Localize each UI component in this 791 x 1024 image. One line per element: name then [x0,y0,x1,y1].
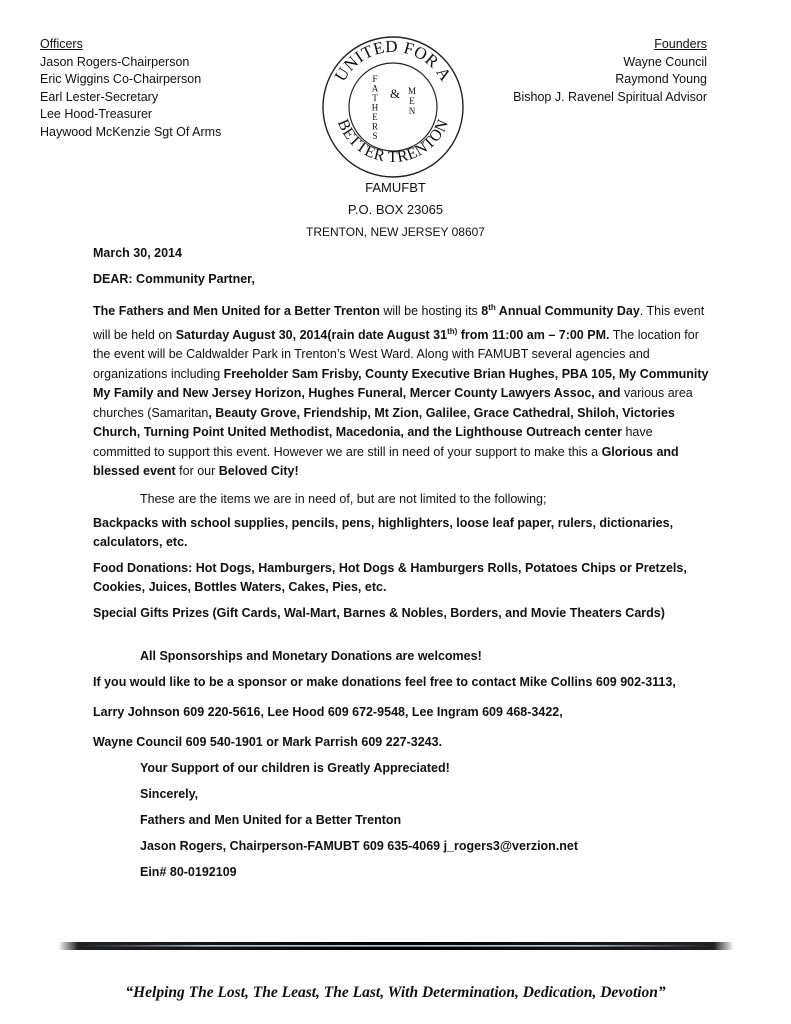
ein-number: Ein# 80-0192109 [140,865,237,880]
decorative-divider [58,942,734,950]
organization-motto: “Helping The Lost, The Least, The Last, With Determination, Dedication, Devotion” [125,984,666,1001]
contact-line-1: If you would like to be a sponsor or make donations feel free to contact Mike Collins 609 902-3113, [93,675,676,690]
svg-text:UNITED FOR A [331,37,456,85]
appreciation-line: Your Support of our children is Greatly Appreciated! [140,761,450,776]
intro-text: various area churches (Samaritan [93,386,693,420]
letter-date: March 30, 2014 [93,246,182,260]
item-special-gifts: Special Gifts Prizes (Gift Cards, Wal-Mart, Barnes & Nobles, Borders, and Movie Theaters Cards) [93,605,665,620]
org-acronym: FAMUFBT [365,180,426,195]
intro-rain-ordinal: th) [447,326,458,336]
letter-body [93,244,713,885]
items-intro: These are the items we are in need of, but are not limited to the following; [140,491,547,506]
intro-event-time: from 11:00 am – 7:00 PM. [457,327,610,342]
intro-event-date: Saturday August 30, 2014(rain date August 31 [175,327,448,342]
officer-co-chairperson: Eric Wiggins Co-Chairperson [40,72,202,86]
intro-text: The location for the event will be Caldwalder Park in Trenton’s West Ward. Along with FAMUBT several agencies and organizations including [93,327,699,381]
intro-partners: Freeholder Sam Frisby, County Executive Brian Hughes, PBA 105, My Community My Family and New Jersey Horizon, Hughes Funeral, Mercer County Lawyers Assoc, and [93,366,709,401]
officer-treasurer: Lee Hood-Treasurer [40,107,153,121]
founders-heading: Founders [654,37,707,51]
officers-heading: Officers [40,37,83,51]
intro-event-name: Annual Community Day [495,304,640,319]
intro-text: . This event will be held on [93,304,705,342]
seal-fathers-text: F A T H E R S [371,74,379,141]
organization-address-block [0,177,791,243]
officers-list [40,36,221,141]
organization-seal-logo [320,36,466,178]
closing-line: Sincerely, [140,787,199,802]
founder-3: Bishop J. Ravenel Spiritual Advisor [513,89,707,104]
org-po-box: P.O. BOX 23065 [347,202,444,217]
intro-text: will be hosting its [379,304,482,319]
letter-salutation: DEAR: Community Partner, [93,272,255,286]
intro-churches: , Beauty Grove, Friendship, Mt Zion, Galilee, Grace Cathedral, Shiloh, Victories Church, Turning Point United Methodist, Macedonia, and the Lighthouse Outreach center [93,405,675,440]
intro-text: have committed to support this event. However we are still in need of your support to make this a [93,425,653,459]
sponsorship-welcome: All Sponsorships and Monetary Donations are welcomes! [140,649,482,664]
intro-ordinal: th [488,303,496,312]
contact-line-3: Wayne Council 609 540-1901 or Mark Parrish 609 227-3243. [93,735,443,750]
seal-ampersand: & [389,86,401,101]
intro-org-name: The Fathers and Men United for a Better Trenton [93,304,380,319]
item-backpacks: Backpacks with school supplies, pencils, pens, highlighters, loose leaf paper, rulers, dictionaries, calculators, etc. [93,515,674,550]
item-food-donations: Food Donations: Hot Dogs, Hamburgers, Hot Dogs & Hamburgers Rolls, Potatoes Chips or Pretzels, Cookies, Juices, Bottles Waters, Cakes, Pies, etc. [93,560,687,595]
intro-text: for our [175,464,219,479]
founder-2: Raymond Young [615,72,707,86]
signature-org: Fathers and Men United for a Better Trenton [140,813,402,828]
seal-top-text: UNITED FOR A [330,36,456,85]
signature-name: Jason Rogers, Chairperson-FAMUBT 609 635-4069 j_rogers3@verzion.net [140,839,579,854]
seal-bottom-text: BETTER TRENTON [333,116,453,167]
letter-intro-paragraph [93,298,713,482]
officer-secretary: Earl Lester-Secretary [40,89,159,104]
intro-beloved-city: Beloved City! [218,464,299,479]
officer-sgt-of-arms: Haywood McKenzie Sgt Of Arms [40,124,222,139]
intro-glorious-event: Glorious and blessed event [93,444,679,479]
founder-1: Wayne Council [623,54,707,69]
officer-chairperson: Jason Rogers-Chairperson [40,54,190,69]
founders-list [513,36,707,106]
seal-men-text: M E N [407,86,417,116]
contact-line-2: Larry Johnson 609 220-5616, Lee Hood 609 672-9548, Lee Ingram 609 468-3422, [93,705,563,720]
intro-annual-number: 8 [481,304,489,319]
svg-text:BETTER TRENTON [334,117,452,166]
org-city: TRENTON, NEW JERSEY 08607 [306,225,485,239]
